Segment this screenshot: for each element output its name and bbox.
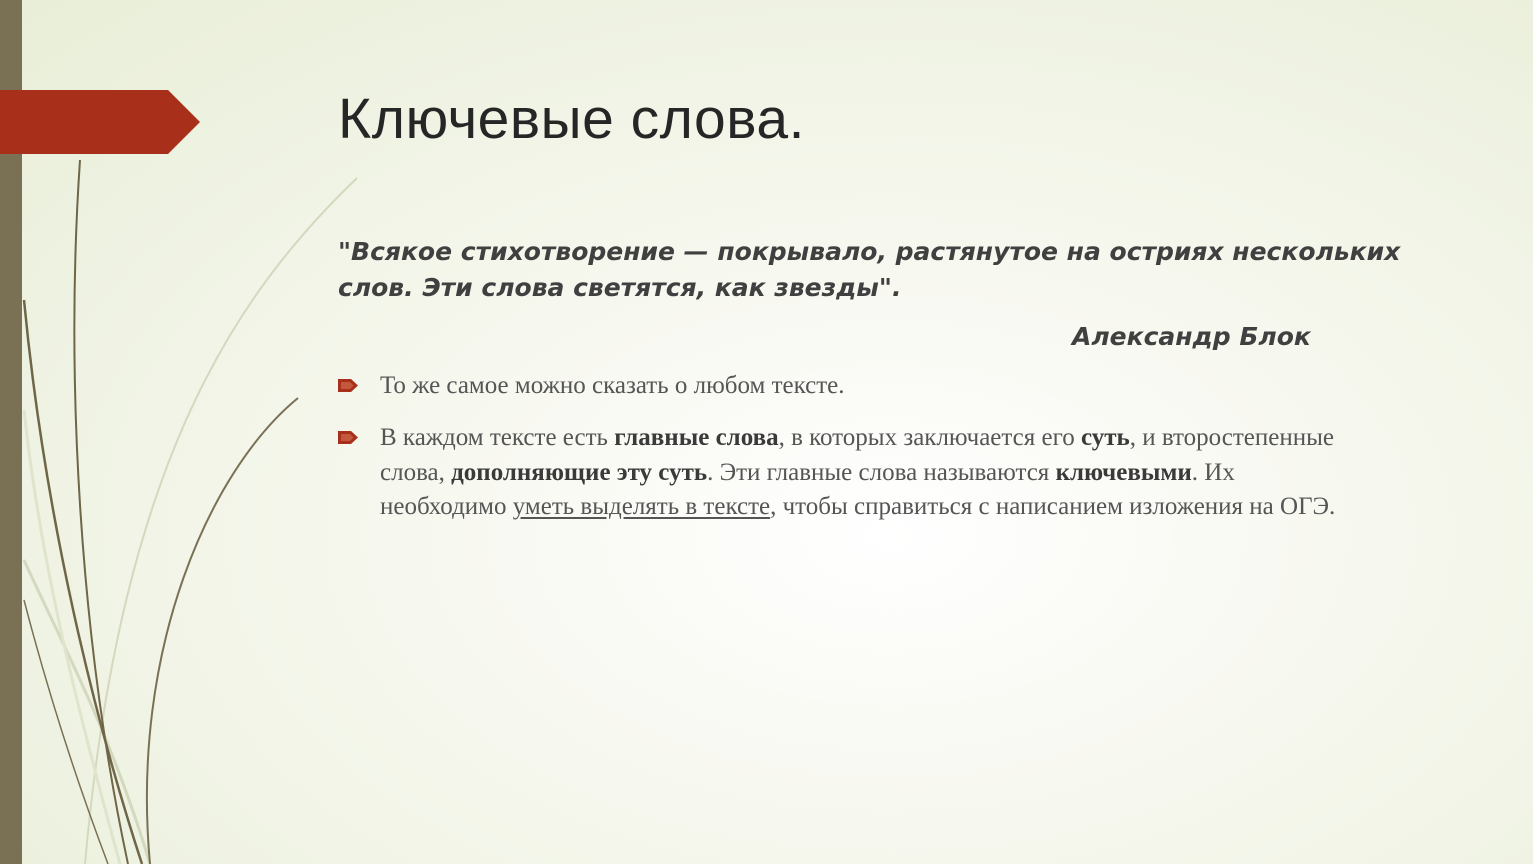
bullet-2-segment: , и второстепенные слова, xyxy=(380,424,1335,486)
bullet-2-underlined-phrase: уметь выделять в тексте xyxy=(512,493,771,520)
bullet-2-segment: . Эти главные слова называются xyxy=(707,458,1056,486)
red-arrow-bullet-icon xyxy=(338,431,358,444)
bullet-item-1 xyxy=(338,369,1338,404)
decor-curve-light-1 xyxy=(85,178,357,864)
bullet-2-emphasis-essence: суть xyxy=(1080,424,1130,451)
bullet-item-2 xyxy=(338,421,1338,525)
epigraph-quote: "Всякое стихотворение — покрывало, растянутое на остриях нескольких слов. Эти слова светятся, как звезды". xyxy=(338,237,1401,302)
slide-title: Ключевые слова. xyxy=(338,87,805,151)
bullet-2-segment: В каждом тексте есть xyxy=(380,424,615,451)
decor-curve-dark-4 xyxy=(24,600,108,864)
bullet-2-emphasis-complementing: дополняющие эту суть xyxy=(451,458,708,486)
red-arrow-banner-icon xyxy=(0,90,202,154)
bullet-2-segment: . Их необходимо xyxy=(380,458,1235,520)
bullet-2-segment: , в которых заключается его xyxy=(778,424,1081,451)
decor-curve-dark-1 xyxy=(74,160,128,864)
epigraph-author: Александр Блок xyxy=(1072,322,1311,351)
decor-curve-light-2 xyxy=(24,560,150,864)
bullet-2-emphasis-main-words: главные слова xyxy=(614,424,779,451)
bullet-2-segment: , чтобы справиться с написанием изложения на ОГЭ. xyxy=(770,493,1336,520)
bullet-text-1: То же самое можно сказать о любом тексте. xyxy=(380,372,845,399)
bullet-text-2 xyxy=(380,421,1338,525)
decor-curve-light-3 xyxy=(24,410,120,864)
decor-curve-dark-3 xyxy=(147,398,298,864)
bullet-2-emphasis-key: ключевыми xyxy=(1055,458,1192,486)
red-arrow-bullet-icon xyxy=(338,379,358,392)
decor-curve-dark-2 xyxy=(24,300,142,864)
